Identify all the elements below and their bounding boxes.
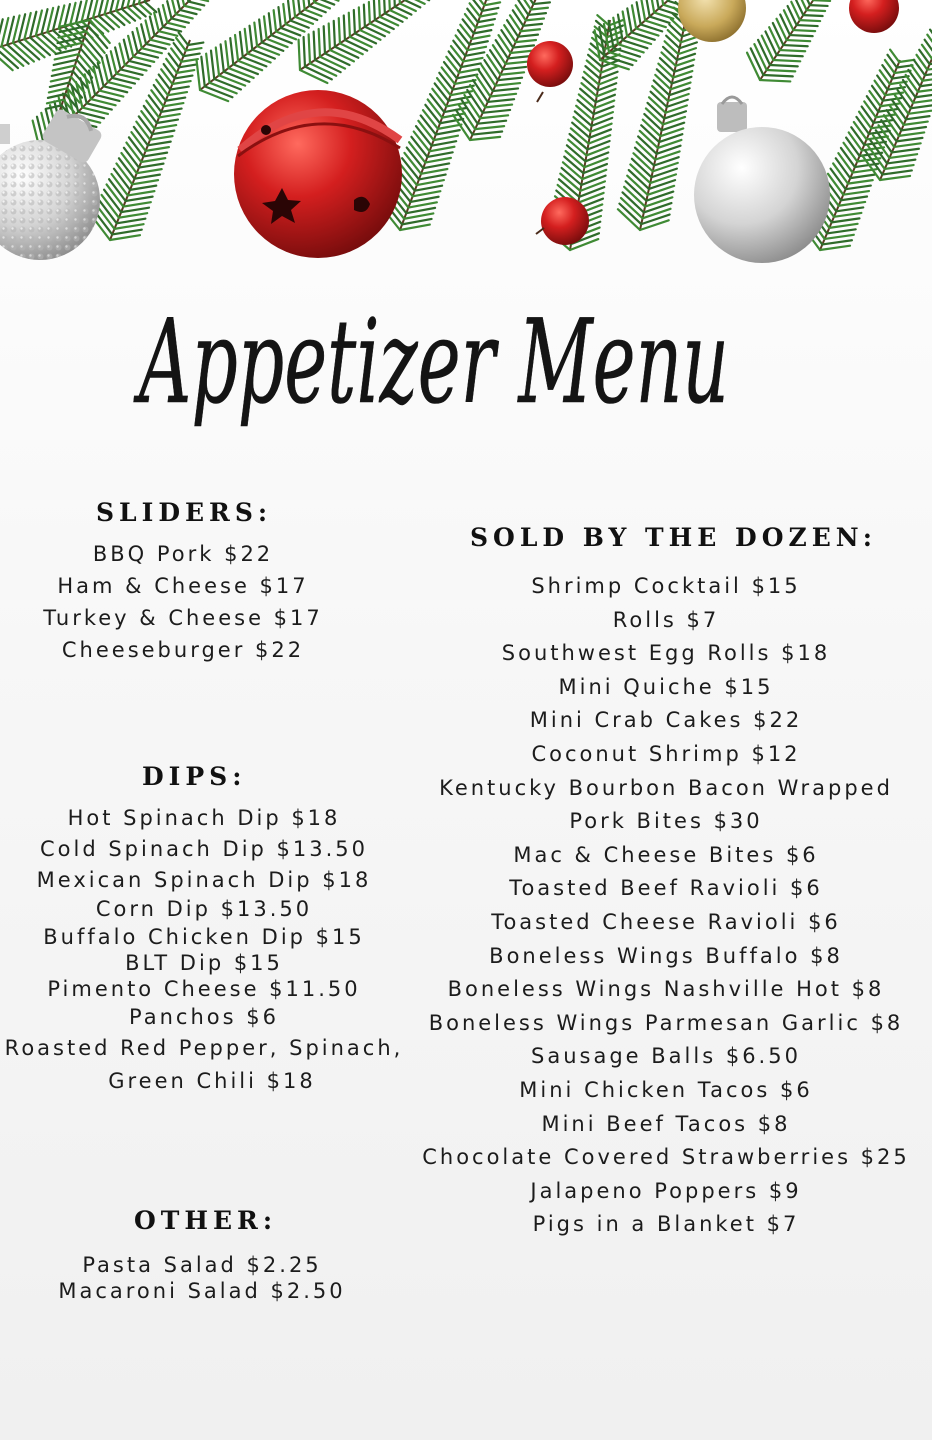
menu-item: Mini Chicken Tacos $6 bbox=[519, 1077, 813, 1102]
menu-item: BLT Dip $15 bbox=[125, 951, 283, 975]
menu-item: Boneless Wings Parmesan Garlic $8 bbox=[428, 1010, 904, 1035]
sliders-heading: SLIDERS: bbox=[96, 498, 273, 527]
menu-item: Southwest Egg Rolls $18 bbox=[501, 641, 831, 666]
sliders-list bbox=[0, 538, 366, 666]
menu-item: Chocolate Covered Strawberries $25 bbox=[422, 1145, 910, 1170]
menu-item: Cold Spinach Dip $13.50 bbox=[39, 837, 369, 861]
menu-item: Pimento Cheese $11.50 bbox=[47, 977, 361, 1001]
dips-heading: DIPS: bbox=[142, 762, 247, 791]
menu-item: Turkey & Cheese $17 bbox=[43, 606, 323, 630]
menu-item: Roasted Red Pepper, Spinach, bbox=[4, 1036, 404, 1060]
dozen-list bbox=[410, 570, 922, 1242]
menu-item: Mini Beef Tacos $8 bbox=[541, 1111, 791, 1136]
menu-item: Mini Quiche $15 bbox=[558, 674, 774, 699]
menu-item: Toasted Cheese Ravioli $6 bbox=[491, 909, 841, 934]
menu-item: Jalapeno Poppers $9 bbox=[530, 1178, 802, 1203]
menu-item: Mexican Spinach Dip $18 bbox=[36, 868, 372, 892]
menu-item: Cheeseburger $22 bbox=[61, 638, 305, 662]
title-text: Appetizer Menu bbox=[133, 295, 729, 430]
other-list bbox=[0, 1252, 404, 1304]
menu-item: Panchos $6 bbox=[129, 1005, 279, 1029]
menu-item: Sausage Balls $6.50 bbox=[531, 1044, 801, 1069]
menu-item: Corn Dip $13.50 bbox=[95, 897, 313, 921]
menu-item: Macaroni Salad $2.50 bbox=[58, 1279, 346, 1303]
holiday-decor bbox=[0, 0, 932, 300]
dozen-heading: SOLD BY THE DOZEN: bbox=[470, 523, 877, 552]
menu-item: Pigs in a Blanket $7 bbox=[532, 1212, 800, 1237]
menu-item: Mac & Cheese Bites $6 bbox=[513, 842, 819, 867]
other-heading: OTHER: bbox=[134, 1206, 278, 1235]
dips-list bbox=[0, 802, 408, 1098]
silver-ornament-icon bbox=[0, 107, 104, 260]
menu-item: Boneless Wings Buffalo $8 bbox=[489, 943, 843, 968]
menu-item: Buffalo Chicken Dip $15 bbox=[43, 925, 365, 949]
menu-item: Green Chili $18 bbox=[108, 1069, 316, 1093]
jingle-bell-icon bbox=[234, 90, 402, 258]
menu-item: Kentucky Bourbon Bacon Wrapped bbox=[439, 775, 893, 800]
menu-item: Hot Spinach Dip $18 bbox=[67, 806, 341, 830]
menu-item: Ham & Cheese $17 bbox=[57, 574, 309, 598]
gold-ornament-icon bbox=[678, 0, 746, 42]
page-title bbox=[0, 270, 932, 470]
menu-item: Pasta Salad $2.25 bbox=[82, 1253, 322, 1277]
menu-item: Coconut Shrimp $12 bbox=[531, 741, 801, 766]
menu-item: Toasted Beef Ravioli $6 bbox=[509, 876, 823, 901]
menu-item: Pork Bites $30 bbox=[569, 809, 763, 834]
menu-item: Mini Crab Cakes $22 bbox=[529, 708, 803, 733]
menu-item: Shrimp Cocktail $15 bbox=[531, 574, 801, 598]
menu-item: Rolls $7 bbox=[612, 607, 720, 632]
menu-item: BBQ Pork $22 bbox=[92, 542, 274, 566]
menu-item: Boneless Wings Nashville Hot $8 bbox=[447, 977, 885, 1002]
silver-ornament-icon bbox=[694, 97, 830, 263]
